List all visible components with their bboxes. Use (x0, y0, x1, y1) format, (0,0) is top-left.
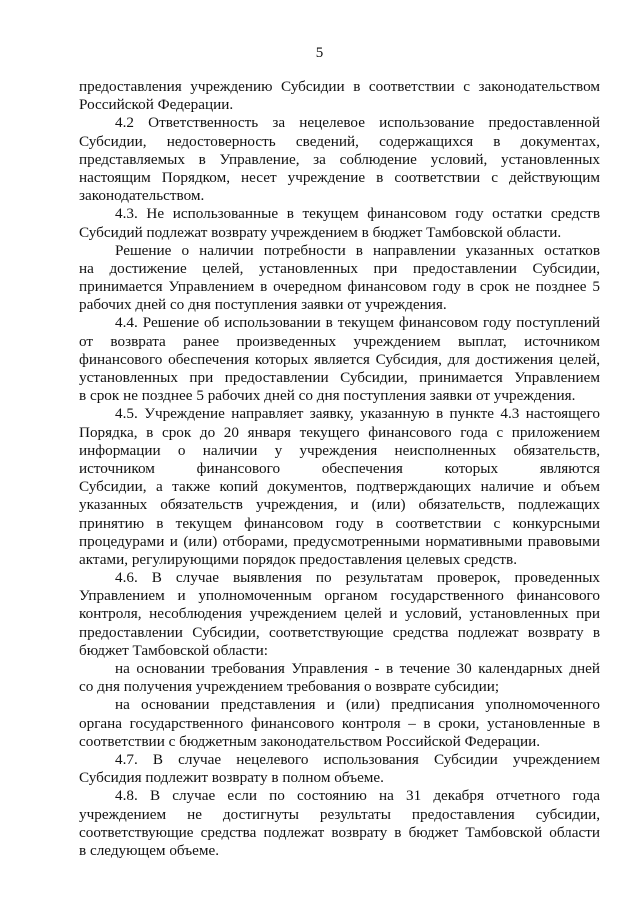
text-line: информации о наличии у учреждения неисполненных обязательств, (79, 441, 600, 459)
text-line: принятию в текущем финансовом году в соответствии с конкурсными (79, 514, 600, 532)
text-line: 4.2 Ответственность за нецелевое использование предоставленной (115, 114, 600, 132)
text-line: органа государственного финансового контроля – в сроки, установленные в (79, 714, 600, 732)
text-line: законодательством. (79, 187, 205, 205)
text-line: Субсидий подлежат возврату учреждением в бюджет Тамбовской области. (79, 223, 562, 241)
text-line: Решение о наличии потребности в направлении указанных остатков (115, 241, 600, 259)
text-line: предоставления учреждению Субсидии в соответствии с законодательством (79, 78, 600, 95)
text-line: процедурами и (или) отборами, предусмотренными нормативными правовыми (79, 532, 600, 550)
page-number: 5 (315, 45, 324, 61)
text-line: бюджет Тамбовской области: (79, 641, 269, 659)
text-line: установленных при предоставлении Субсидии, принимается Управлением (79, 369, 600, 386)
document-body (79, 78, 600, 860)
text-line: учреждением не достигнуты результаты предоставления субсидии, (79, 805, 600, 823)
text-line: 4.3. Не использованные в текущем финансовом году остатки средств (115, 205, 600, 223)
text-line: со дня получения учреждением требования о возврате субсидии; (79, 678, 500, 696)
text-line: контроля, несоблюдения учреждением целей и условий, установленных при (79, 605, 600, 623)
text-line: 4.5. Учреждение направляет заявку, указанную в пункте 4.3 настоящего (115, 405, 600, 423)
text-line: на основании требования Управления - в течение 30 календарных дней (115, 660, 600, 677)
text-line: Российской Федерации. (79, 96, 234, 114)
text-line: соответствии с бюджетным законодательством Российской Федерации. (79, 732, 541, 750)
text-line: 4.7. В случае нецелевого использования Субсидии учреждением (115, 750, 600, 768)
text-line: финансового обеспечения которых является Субсидия, для достижения целей, (79, 350, 600, 368)
text-line: 4.8. В случае если по состоянию на 31 декабря отчетного года (115, 787, 600, 805)
text-line: в срок не позднее 5 рабочих дней со дня поступления заявки от учреждения. (79, 387, 576, 405)
text-line: 4.4. Решение об использовании в текущем финансовом году поступлений (115, 314, 600, 332)
text-line: Порядка, в срок до 20 января текущего финансового года с приложением (79, 423, 600, 441)
text-line: принимается Управлением в очередном финансовом году в срок не позднее 5 (79, 278, 600, 296)
text-line: настоящим Порядком, несет учреждение в соответствии с действующим (79, 168, 600, 186)
text-line: Субсидии, недостоверность сведений, содержащихся в документах, (79, 132, 600, 150)
text-line: в следующем объеме. (79, 841, 220, 859)
text-line: от возврата ранее произведенных учреждением выплат, источником (79, 332, 600, 350)
text-line: источником финансового обеспечения которых являются (79, 459, 600, 477)
text-line: на достижение целей, установленных при предоставлении Субсидии, (79, 259, 600, 277)
text-line: на основании представления и (или) предписания уполномоченного (115, 696, 600, 714)
text-line: Субсидии, а также копий документов, подтверждающих наличие и объем (79, 478, 600, 496)
text-line: актами, регулирующими порядок предоставления целевых средств. (79, 550, 517, 568)
text-line: предоставлении Субсидии, соответствующие средства подлежат возврату в (79, 623, 600, 641)
text-line: Управлением и уполномоченным органом государственного финансового (79, 587, 600, 605)
text-line: рабочих дней со дня поступления заявки от учреждения. (79, 296, 447, 314)
text-line: 4.6. В случае выявления по результатам проверок, проведенных (115, 569, 600, 587)
text-line: соответствующие средства подлежат возврату в бюджет Тамбовской области (79, 823, 600, 841)
text-line: указанных обязательств учреждения, и (или) обязательств, подлежащих (79, 496, 600, 514)
text-line: представляемых в Управление, за соблюдение условий, установленных (79, 150, 600, 168)
text-line: Субсидия подлежит возврату в полном объеме. (79, 769, 384, 787)
